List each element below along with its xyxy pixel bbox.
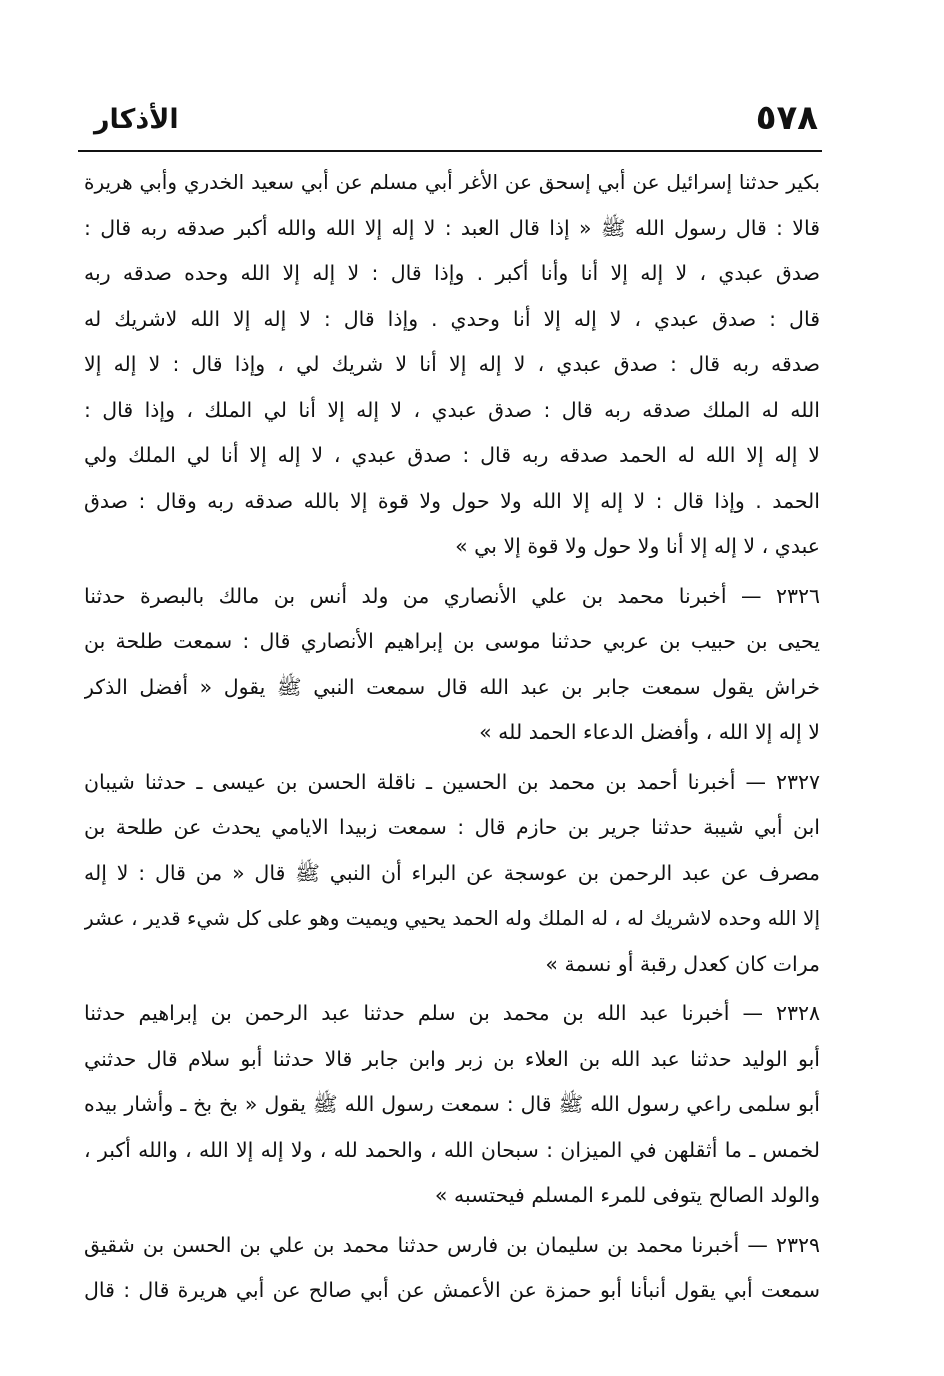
body-text	[84, 160, 820, 1314]
text-line: ابن أبي شيبة حدثنا جرير بن حازم قال : سمعت زبيدا الايامي يحدث عن طلحة بن	[84, 815, 820, 839]
page-number: ٥٧٨	[755, 98, 818, 138]
text-line: يحيى بن حبيب بن عربي حدثنا موسى بن إبراهيم الأنصاري قال : سمعت طلحة بن	[84, 629, 820, 653]
text-line: صدق عبدي ، لا إله إلا أنا وأنا أكبر . وإذا قال : لا إله إلا الله وحده صدقه ربه	[84, 261, 820, 285]
paragraph-continuation	[84, 160, 820, 570]
text-line: لا إله إلا الله ، وأفضل الدعاء الحمد لله »	[479, 720, 820, 744]
header-rule	[78, 150, 822, 152]
text-line: بكير حدثنا إسرائيل عن أبي إسحق عن الأغر أبي مسلم عن أبي سعيد الخدري وأبي هريرة	[84, 170, 820, 194]
text-line: مصرف عن عبد الرحمن بن عوسجة عن البراء أن النبي ﷺ قال « من قال : لا إله	[84, 860, 820, 885]
hadith-paragraph	[84, 760, 820, 988]
text-line: لا إله إلا الله له الحمد صدقه ربه قال : صدق عبدي ، لا إله إلا أنا لي الملك ولي	[84, 443, 820, 467]
text-line: والولد الصالح يتوفى للمرء المسلم فيحتسبه »	[434, 1183, 820, 1207]
text-line: ٢٣٢٦ — أخبرنا محمد بن علي الأنصاري من ولد أنس بن مالك بالبصرة حدثنا	[84, 583, 820, 608]
text-line: أبو الوليد حدثنا عبد الله بن العلاء بن زبر وابن جابر قالا حدثنا أبو سلام قال حدثني	[84, 1046, 820, 1071]
hadith-paragraph	[84, 1223, 820, 1314]
text-line: قال : صدق عبدي ، لا إله إلا أنا وحدي . وإذا قال : لا إله إلا الله لاشريك له	[84, 306, 820, 331]
hadith-paragraph	[84, 991, 820, 1219]
text-line: الحمد . وإذا قال : لا إله إلا الله ولا حول ولا قوة إلا بالله صدقه ربه وقال : صدق	[84, 488, 820, 513]
text-line: أبو سلمى راعي رسول الله ﷺ قال : سمعت رسول الله ﷺ يقول « بخ بخ ـ وأشار بيده	[84, 1092, 820, 1116]
text-line: ٢٣٢٧ — أخبرنا أحمد بن محمد بن الحسين ـ ناقلة الحسن بن عيسى ـ حدثنا شيبان	[84, 769, 820, 794]
text-line: لخمس ـ ما أثقلهن في الميزان : سبحان الله ، والحمد لله ، ولا إله إلا الله ، والله أكبر ،	[84, 1137, 820, 1162]
text-line: ٢٣٢٨ — أخبرنا عبد الله بن محمد بن سلم حدثنا عبد الرحمن بن إبراهيم حدثنا	[84, 1001, 820, 1025]
text-line: مرات كان كعدل رقبة أو نسمة »	[545, 951, 820, 976]
running-title: الأذكار	[94, 104, 179, 135]
page-header	[80, 96, 820, 146]
text-line: إلا الله وحده لاشريك له ، له الملك وله الحمد يحيي ويميت وهو على كل شيء قدير ، عشر	[84, 906, 820, 930]
text-line: ٢٣٢٩ — أخبرنا محمد بن سليمان بن فارس حدثنا محمد بن علي بن الحسن بن شقيق	[84, 1232, 820, 1257]
text-line: الله له الملك صدقه ربه قال : صدق عبدي ، لا إله إلا أنا لي الملك ، وإذا قال :	[84, 397, 820, 422]
text-line: قالا : قال رسول الله ﷺ « إذا قال العبد : لا إله إلا الله والله أكبر صدقه ربه قال :	[84, 215, 820, 240]
text-line: سمعت أبي يقول أنبأنا أبو حمزة عن الأعمش عن أبي صالح عن أبي هريرة قال : قال	[84, 1278, 820, 1302]
text-line: صدقه ربه قال : صدق عبدي ، لا إله إلا أنا لا شريك لي ، وإذا قال : لا إله إلا	[84, 352, 820, 376]
hadith-paragraph	[84, 574, 820, 756]
text-line: خراش يقول سمعت جابر بن عبد الله قال سمعت النبي ﷺ يقول « أفضل الذكر	[84, 674, 820, 699]
text-line: عبدي ، لا إله إلا أنا ولا حول ولا قوة إلا بي »	[455, 534, 820, 558]
